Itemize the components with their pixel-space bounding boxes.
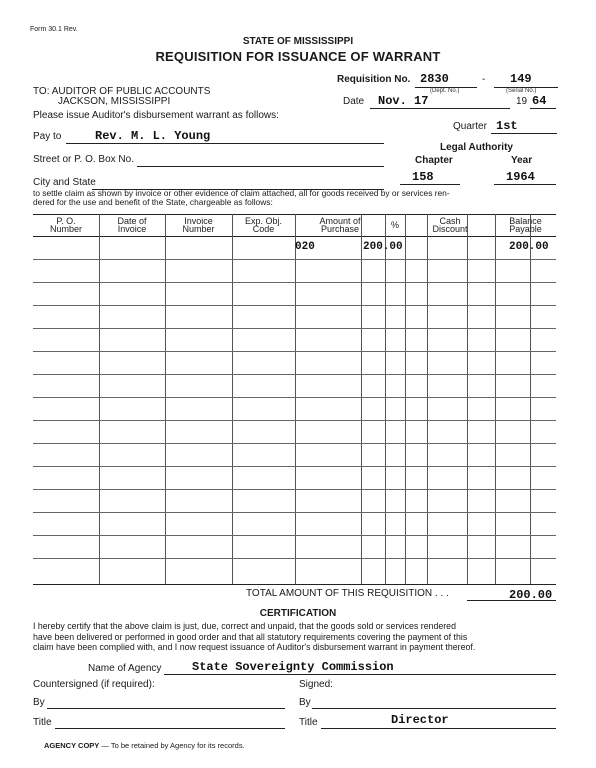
certification-line-1: I hereby certify that the above claim is just, due, correct and unpaid, that the goods sold or services rendered	[33, 621, 456, 631]
row-1-exp-code: 020	[295, 241, 315, 253]
col-header-amount-of-purchase: Amount of Purchase	[319, 216, 361, 234]
footer-copy-label: AGENCY COPY	[44, 741, 100, 750]
footer-copy-text: — To be retained by Agency for its records.	[99, 741, 245, 750]
row-1-amount: 200.00	[363, 241, 403, 253]
legal-year-line	[494, 184, 556, 185]
to-line-2: JACKSON, MISSISSIPPI	[58, 96, 171, 107]
title-right-value: Director	[391, 713, 449, 727]
serial-no-caption: (Serial No.)	[506, 88, 537, 94]
agency-line	[164, 674, 556, 675]
title-label-right: Title	[299, 717, 318, 728]
certification-title: CERTIFICATION	[259, 608, 337, 619]
date-value: Nov. 17	[378, 94, 429, 108]
pay-to-line	[66, 143, 384, 144]
year-line	[530, 108, 556, 109]
col-header-cash-discount: Cash Discount	[432, 216, 468, 234]
col-header-exp-obj-code: Exp. Obj. Code	[244, 216, 282, 234]
by-label-left: By	[33, 697, 45, 708]
quarter-line	[491, 133, 557, 134]
street-label: Street or P. O. Box No.	[33, 154, 134, 165]
legal-year-value: 1964	[506, 170, 535, 184]
col-header-date-of-invoice: Date of Invoice	[117, 216, 147, 234]
countersigned-label: Countersigned (if required):	[33, 679, 155, 690]
requisition-separator: -	[482, 74, 486, 85]
certification-line-2: have been delivered or performed in good order and that all statutory requirements covering the payment of this	[33, 631, 468, 642]
date-line	[370, 108, 510, 109]
total-value: 200.00	[509, 588, 553, 602]
by-line-right	[312, 708, 556, 709]
agency-value: State Sovereignty Commission	[192, 660, 394, 674]
year-prefix: 19	[516, 96, 528, 107]
by-line-left	[47, 708, 285, 709]
pay-to-value: Rev. M. L. Young	[95, 129, 211, 143]
row-1-balance: 200.00	[509, 241, 549, 253]
chapter-label: Chapter	[415, 155, 453, 166]
pay-to-label: Pay to	[33, 131, 62, 142]
claim-table	[33, 214, 556, 585]
chapter-line	[400, 184, 460, 185]
title-label-left: Title	[33, 717, 52, 728]
serial-no-value: 149	[510, 72, 532, 86]
claim-text-line-1: to settle claim as shown by invoice or other evidence of claim attached, all for goods received by or services ren-	[33, 188, 450, 198]
dept-no-value: 2830	[420, 72, 449, 86]
title-line-left	[55, 728, 285, 729]
requisition-label: Requisition No.	[337, 74, 411, 85]
dept-no-caption: (Dept. No.)	[430, 88, 460, 94]
street-line	[137, 166, 384, 167]
claim-text	[33, 189, 450, 207]
certification-line-3: claim have been complied with, and I now request issuance of Auditor's disbursement warrant in payment thereof.	[33, 642, 476, 652]
year-suffix-value: 64	[532, 94, 547, 108]
col-header-percent: %	[390, 220, 399, 230]
title-line-right	[321, 728, 556, 729]
col-header-po-number: P. O. Number	[49, 216, 82, 234]
quarter-value: 1st	[496, 119, 518, 133]
col-header-balance-payable: Balance Payable	[509, 216, 542, 234]
by-label-right: By	[299, 697, 311, 708]
legal-authority-title: Legal Authority	[440, 142, 513, 153]
claim-text-line-2: dered for the use and benefit of the State, chargeable as follows:	[33, 197, 273, 207]
date-label: Date	[343, 96, 365, 107]
to-line-1: TO: AUDITOR OF PUBLIC ACCOUNTS	[33, 86, 211, 97]
col-header-invoice-number: Invoice Number	[182, 216, 215, 234]
signed-label: Signed:	[299, 679, 333, 690]
form-number: Form 30.1 Rev.	[30, 26, 78, 33]
agency-label: Name of Agency	[88, 663, 162, 674]
certification-text	[33, 621, 475, 653]
chapter-value: 158	[412, 170, 434, 184]
city-state-label: City and State	[33, 177, 96, 188]
footer	[44, 741, 245, 750]
total-label: TOTAL AMOUNT OF THIS REQUISITION . . .	[246, 588, 449, 599]
instruction-text: Please issue Auditor's disbursement warrant as follows:	[33, 110, 279, 121]
form-title: REQUISITION FOR ISSUANCE OF WARRANT	[155, 49, 441, 64]
state-heading: STATE OF MISSISSIPPI	[242, 36, 354, 47]
quarter-label: Quarter	[453, 121, 487, 132]
year-label: Year	[511, 155, 533, 166]
